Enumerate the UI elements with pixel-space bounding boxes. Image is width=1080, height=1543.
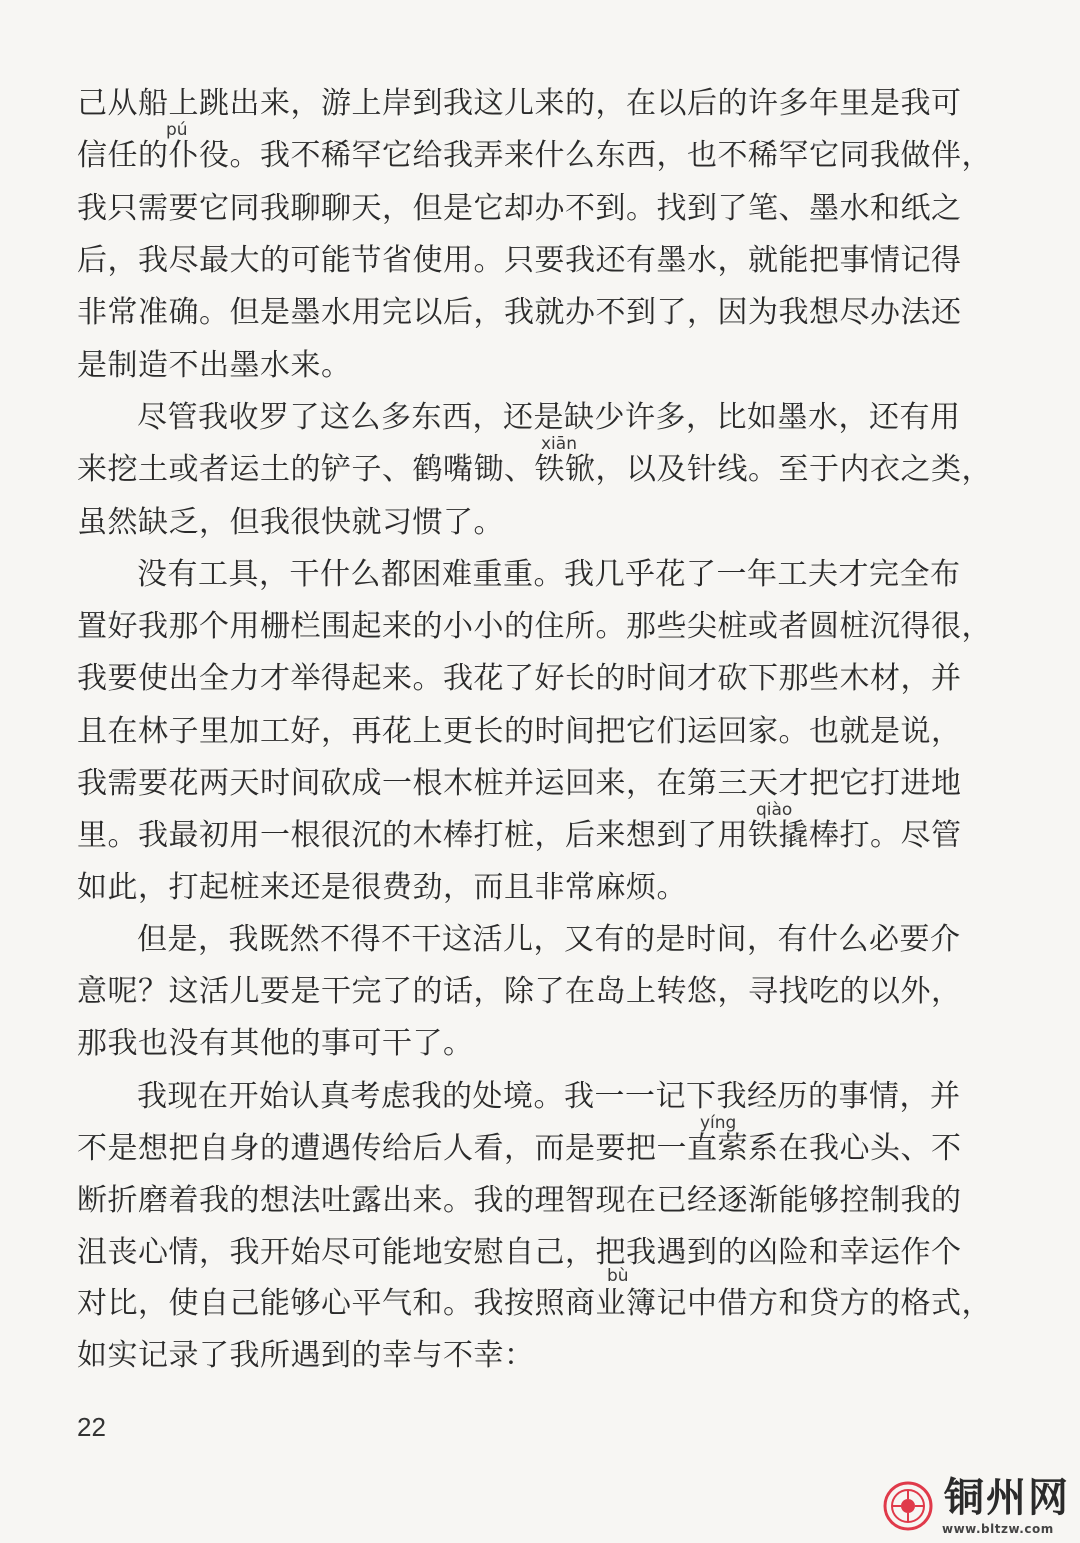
text-line-12: 我要使出全力才举得起来。我花了好长的时间才砍下那些木材，并 bbox=[77, 661, 962, 696]
text-line-16: 如此，打起桩来还是很费劲，而且非常麻烦。 bbox=[77, 870, 687, 905]
pinyin-xian: xiān bbox=[541, 434, 577, 454]
text-line-21: 不是想把自身的遭遇传给后人看，而是要把一直萦系在我心头、不 bbox=[77, 1131, 962, 1166]
text-line-19: 那我也没有其他的事可干了。 bbox=[77, 1026, 474, 1061]
text-line-14: 我需要花两天时间砍成一根木桩并运回来，在第三天才把它打进地 bbox=[77, 766, 962, 801]
text-line-20: 我现在开始认真考虑我的处境。我一一记下我经历的事情，并 bbox=[137, 1079, 961, 1114]
text-line-9: 虽然缺乏，但我很快就习惯了。 bbox=[77, 505, 504, 540]
text-line-6: 是制造不出墨水来。 bbox=[77, 348, 352, 383]
watermark-url: www.bltzw.com bbox=[942, 1522, 1054, 1536]
text-line-2: 信任的仆役。我不稀罕它给我弄来什么东西，也不稀罕它同我做伴， bbox=[77, 138, 992, 173]
text-line-17: 但是，我既然不得不干这活儿，又有的是时间，有什么必要介 bbox=[137, 922, 961, 957]
site-watermark bbox=[876, 1474, 1076, 1540]
text-line-15: 里。我最初用一根很沉的木棒打桩，后来想到了用铁撬棒打。尽管 bbox=[77, 818, 962, 853]
text-line-23: 沮丧心情，我开始尽可能地安慰自己，把我遇到的凶险和幸运作个 bbox=[77, 1235, 962, 1270]
pinyin-bu: bù bbox=[607, 1266, 629, 1286]
page-number: 22 bbox=[77, 1412, 106, 1442]
text-line-25: 如实记录了我所遇到的幸与不幸： bbox=[77, 1338, 535, 1373]
text-line-1: 己从船上跳出来，游上岸到我这儿来的，在以后的许多年里是我可 bbox=[77, 86, 962, 121]
pinyin-qiao: qiào bbox=[756, 800, 793, 820]
watermark-title: 铜州网 bbox=[944, 1474, 1070, 1521]
text-line-10: 没有工具，干什么都困难重重。我几乎花了一年工夫才完全布 bbox=[137, 557, 961, 592]
text-line-8: 来挖土或者运土的铲子、鹤嘴锄、铁锨，以及针线。至于内衣之类， bbox=[77, 452, 992, 487]
text-line-13: 且在林子里加工好，再花上更长的时间把它们运回家。也就是说， bbox=[77, 714, 962, 749]
pinyin-ying: yíng bbox=[700, 1113, 737, 1133]
text-line-5: 非常准确。但是墨水用完以后，我就办不到了，因为我想尽办法还 bbox=[77, 295, 962, 330]
text-line-7: 尽管我收罗了这么多东西，还是缺少许多，比如墨水，还有用 bbox=[137, 400, 961, 435]
text-line-4: 后，我尽最大的可能节省使用。只要我还有墨水，就能把事情记得 bbox=[77, 243, 962, 278]
text-line-18: 意呢？这活儿要是干完了的话，除了在岛上转悠，寻找吃的以外， bbox=[77, 974, 962, 1009]
text-line-3: 我只需要它同我聊聊天，但是它却办不到。找到了笔、墨水和纸之 bbox=[77, 191, 962, 226]
text-line-24: 对比，使自己能够心平气和。我按照商业簿记中借方和贷方的格式， bbox=[77, 1286, 992, 1321]
pinyin-pu: pú bbox=[166, 120, 188, 140]
text-line-22: 断折磨着我的想法吐露出来。我的理智现在已经逐渐能够控制我的 bbox=[77, 1183, 962, 1218]
seal-logo-icon bbox=[882, 1480, 934, 1532]
text-line-11: 置好我那个用栅栏围起来的小小的住所。那些尖桩或者圆桩沉得很， bbox=[77, 609, 992, 644]
